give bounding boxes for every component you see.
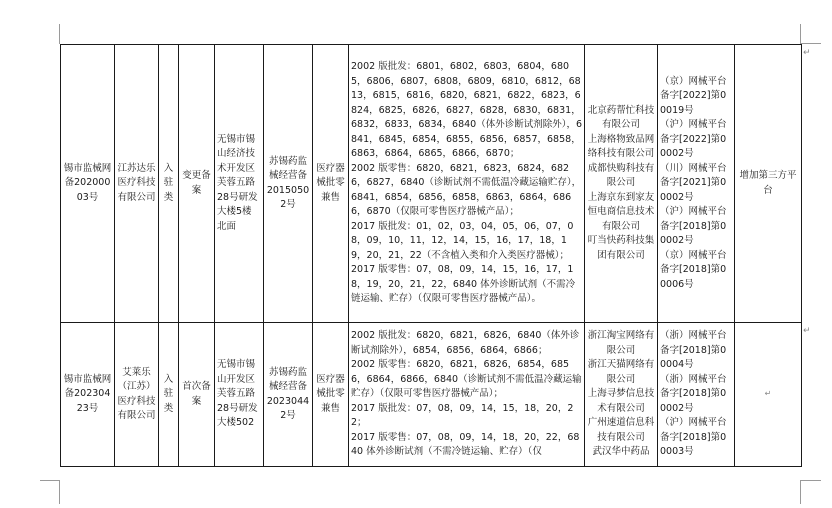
product-scope-cell xyxy=(349,45,585,323)
address-cell: 无锡市锡山开发区芙蓉五路28号研发大楼502 xyxy=(215,323,264,467)
crop-mark-top-right-h xyxy=(801,43,821,44)
table-row xyxy=(61,45,802,323)
platform-company: 上海格物致品网络科技有限公司 xyxy=(587,133,655,160)
change-cell: 首次备案 xyxy=(179,323,215,467)
product-line: 2002 版零售：6820，6821，6823，6824，6826，6827，6840（诊断试剂不需低温冷藏运输贮存），6841，6854，6856，6858，6863，6864，6866，6870（仅限可零售医疗器械产品）； xyxy=(351,162,582,218)
company-cell: 艾莱乐（江苏）医疗科技有限公司 xyxy=(115,323,159,467)
platform-company: 浙江天猫网络有限公司 xyxy=(587,359,655,385)
record-number-cell: 锡市监械网备20200003号 xyxy=(61,45,115,323)
scope-cell: 医疗器械批零兼售 xyxy=(313,323,349,467)
filing-table xyxy=(60,44,802,467)
type-cell: 入驻类 xyxy=(159,45,179,323)
product-line: 2017 版批发：01，02，03，04，05，06，07，08，09，10，11，12，14，15，16，17，18，19，20，21，22（不含植入类和介入类医疗器械）； xyxy=(351,220,574,261)
platform-company: 叮当快药科技集团有限公司 xyxy=(587,235,655,261)
record-number-cell: 锡市监械网备20230423号 xyxy=(61,323,115,467)
product-scope-cell xyxy=(349,323,585,467)
license-cell: 苏锡药监械经营备20230442号 xyxy=(264,323,313,467)
platform-company-cell xyxy=(585,323,658,467)
product-line: 2002 版批发：6801，6802，6803，6804，6805，6806，6807，6808，6809，6810，6812，6813，6815，6816，6820，6821，6822，6823，6824，6825，6826，6827，6828，6830，6831，6832，6833，6834，6840（体外诊断试剂除外），6841，6845，6854，6855，6856，6857，6858，6863，6864，6865，6866，6870； xyxy=(351,61,583,160)
note-cell xyxy=(735,323,802,467)
product-line: 2002 版零售：6820，6821，6826，6854，6856，6864，6866，6840（诊断试剂不需低温冷藏运输贮存）（仅限可零售医疗器械产品）； xyxy=(351,359,582,400)
license-cell: 苏锡药监械经营备20150502号 xyxy=(264,45,313,323)
platform-record-cell xyxy=(658,323,735,467)
product-line: 2002 版批发：6820，6821，6826，6840（体外诊断试剂除外），6854，6856，6864，6866； xyxy=(351,330,580,356)
change-cell: 变更备案 xyxy=(179,45,215,323)
platform-company: 上海京东到家友恒电商信息技术有限公司 xyxy=(587,191,655,232)
platform-company: 浙江淘宝网络有限公司 xyxy=(587,330,655,356)
platform-record: （京）网械平台备字[2018]第00006号 xyxy=(660,249,727,290)
platform-company: 成都快购科技有限公司 xyxy=(587,162,655,189)
paragraph-mark: ↵ xyxy=(764,389,772,399)
platform-record: （浙）网械平台备字[2018]第00004号 xyxy=(660,330,727,371)
crop-mark-top-right-v xyxy=(800,24,801,44)
platform-record: （京）网械平台备字[2022]第00019号 xyxy=(660,75,727,116)
type-cell: 入驻类 xyxy=(159,323,179,467)
crop-mark-bottom-right-h xyxy=(801,480,821,481)
address-cell: 无锡市锡山经济技术开发区芙蓉五路28号研发大楼5楼北面 xyxy=(215,45,264,323)
crop-mark-bottom-right-v xyxy=(800,480,801,504)
crop-mark-bottom-left-v xyxy=(59,480,60,504)
table-row xyxy=(61,323,802,467)
platform-company: 武汉华中药品 xyxy=(592,446,650,458)
company-cell: 江苏达乐医疗科技有限公司 xyxy=(115,45,159,323)
platform-company-cell xyxy=(585,45,658,323)
platform-record: （川）网械平台备字[2021]第00002号 xyxy=(660,162,727,203)
product-line: 2017 版零售：07，08，09，14，18，20，22，6840 体外诊断试剂（不需冷链运输、贮存）（仅 xyxy=(351,431,580,458)
row-end-mark-2: ↵ xyxy=(803,326,811,336)
note-cell: 增加第三方平台 xyxy=(735,45,802,323)
row-end-mark-1: ↵ xyxy=(803,48,811,58)
platform-company: 上海寻梦信息技术有限公司 xyxy=(587,388,655,414)
platform-record: （沪）网械平台备字[2018]第00002号 xyxy=(660,206,727,247)
platform-company: 北京药帮忙科技有限公司 xyxy=(587,104,655,131)
platform-record: （沪）网械平台备字[2018]第00003号 xyxy=(660,417,727,458)
product-line: 2017 版批发：07，08，09，14，15，18，20，22； xyxy=(351,402,574,429)
platform-record: （浙）网械平台备字[2018]第00002号 xyxy=(660,373,727,414)
crop-mark-top-left-v xyxy=(59,24,60,44)
crop-mark-bottom-left-h xyxy=(40,480,60,481)
product-line: 2017 版零售：07，08，09，14，15，16，17，18，19，20，21，22，6840 体外诊断试剂（不需冷链运输、贮存）（仅限可零售医疗器械产品）。 xyxy=(351,264,576,305)
platform-record-cell xyxy=(658,45,735,323)
platform-record: （沪）网械平台备字[2022]第00002号 xyxy=(660,119,727,160)
platform-company: 广州速道信息科技有限公司 xyxy=(587,417,655,443)
scope-cell: 医疗器械批零兼售 xyxy=(313,45,349,323)
